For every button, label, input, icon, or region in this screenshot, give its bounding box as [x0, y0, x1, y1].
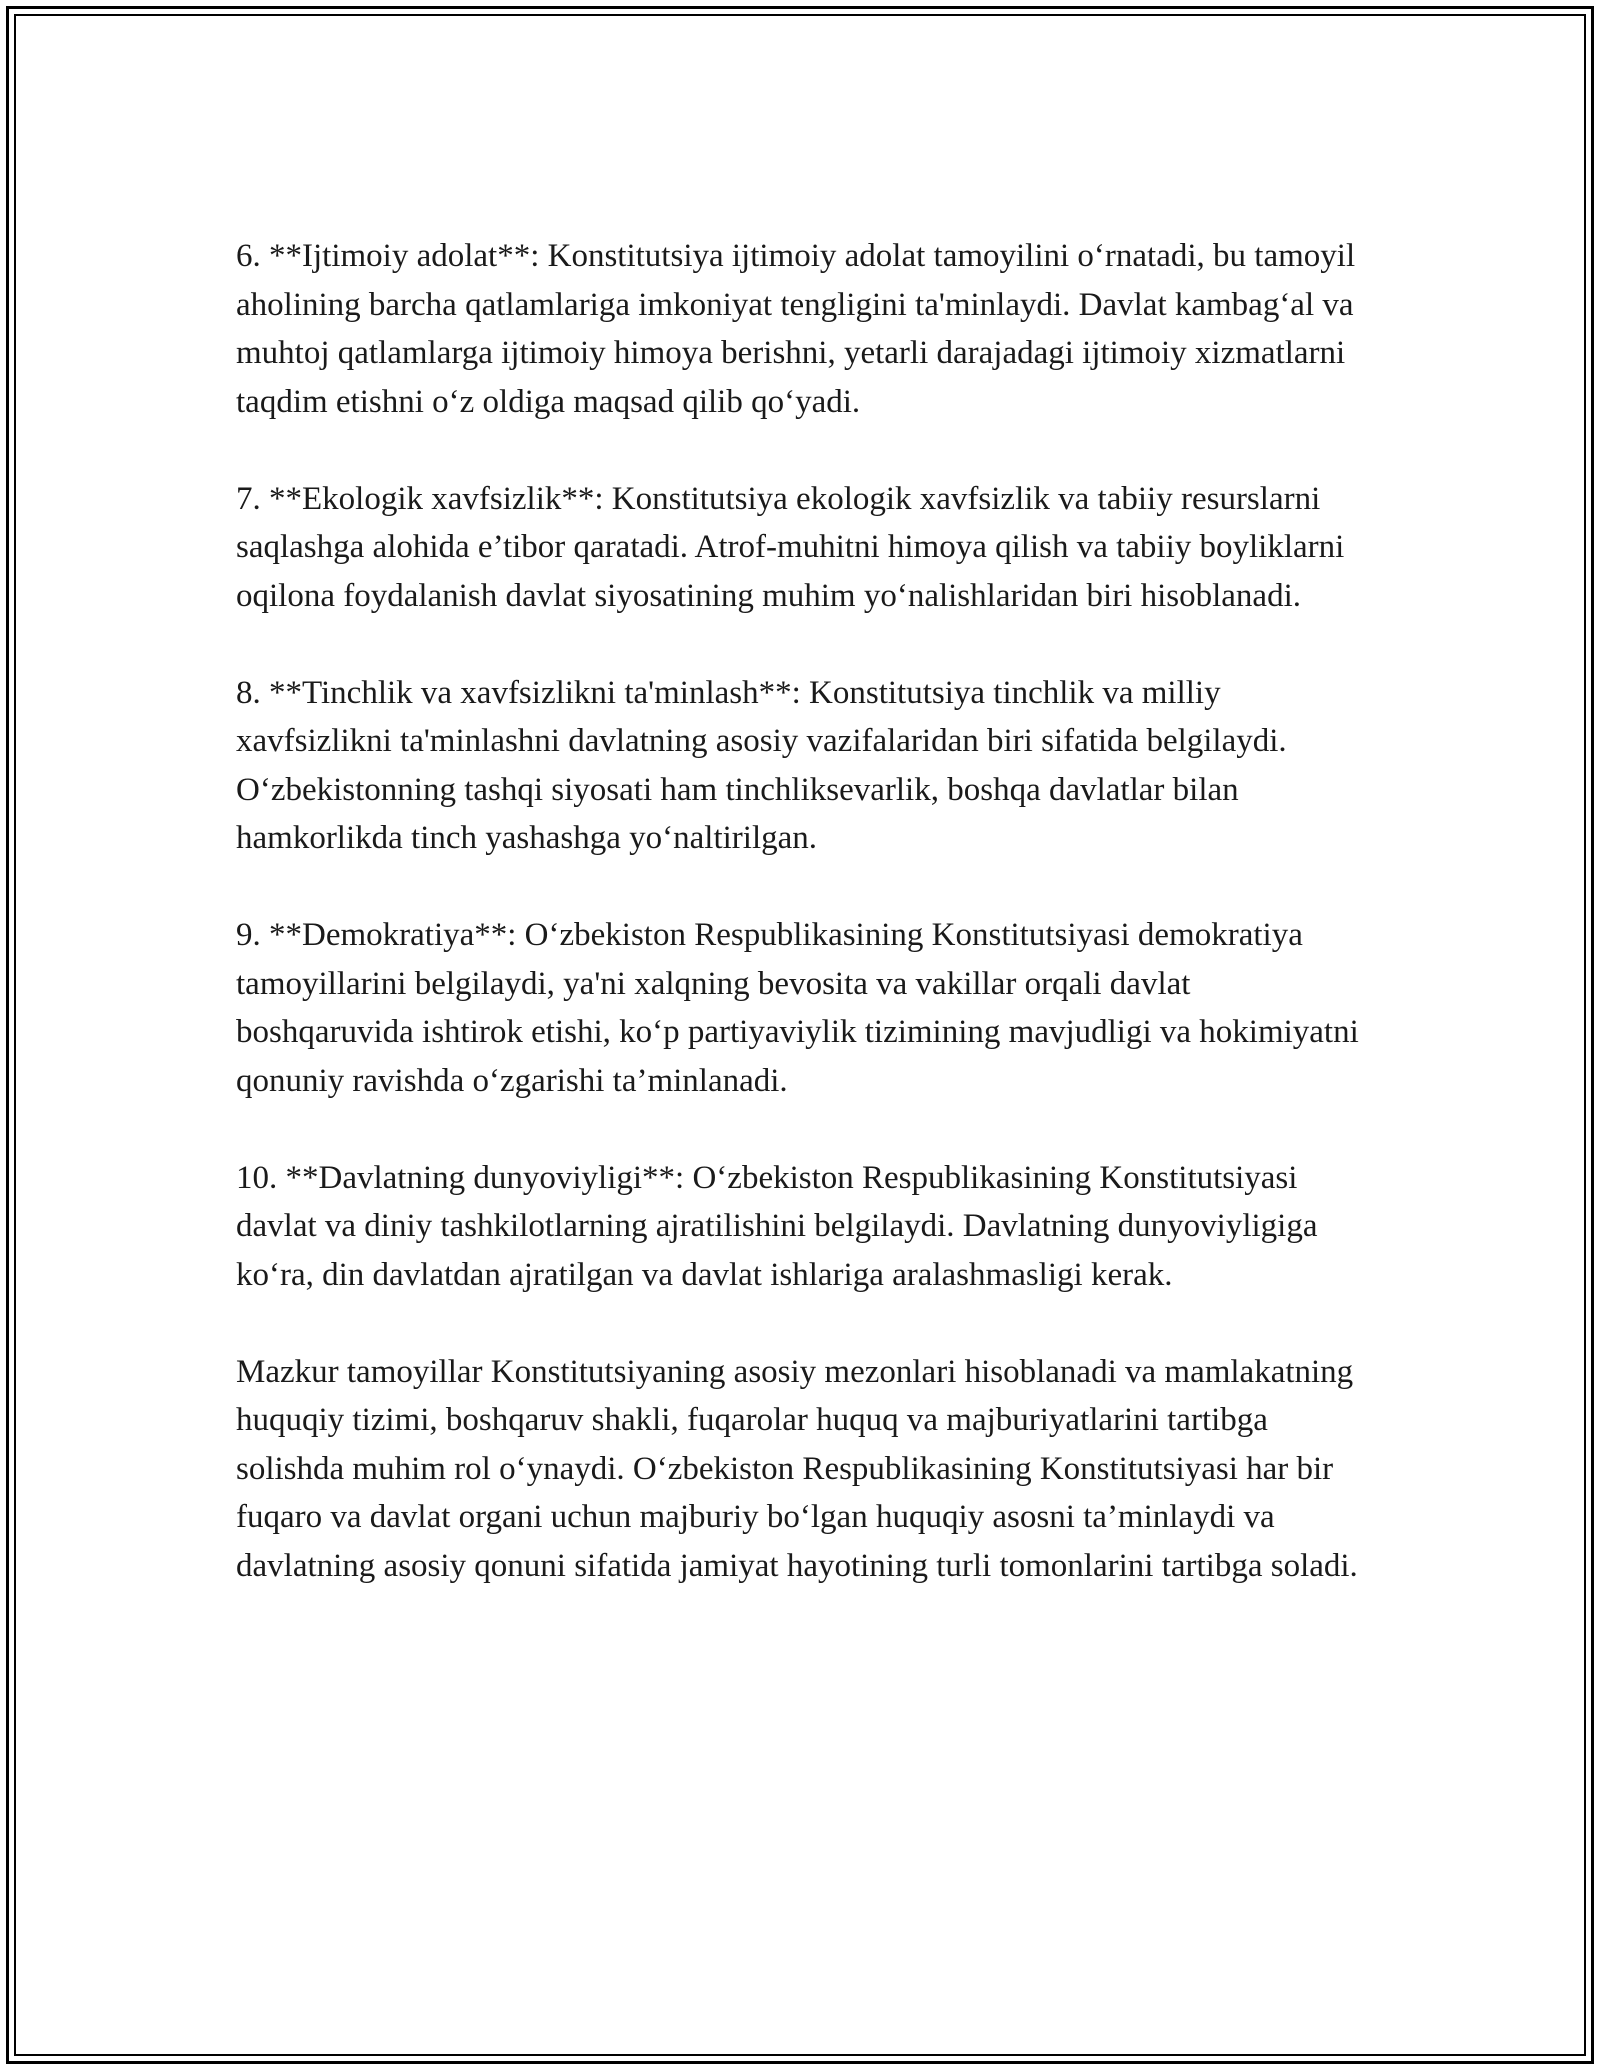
paragraph-dunyoviylik: 10. **Davlatning dunyoviyligi**: O‘zbekiston Respublikasining Konstitutsiyasi davlat va diniy tashkilotlarning ajratilishini belgilaydi. Davlatning dunyoviyligiga ko‘ra, din davlatdan ajratilgan va davlat ishlariga aralashmasligi kerak.: [236, 1159, 1318, 1293]
document-body: [236, 232, 1366, 1590]
paragraph-conclusion: Mazkur tamoyillar Konstitutsiyaning asosiy mezonlari hisoblanadi va mamlakatning huquqiy tizimi, boshqaruv shakli, fuqarolar huquq va majburiyatlarini tartibga solishda muhim rol o‘ynaydi. O‘zbekiston Respublikasining Konstitutsiyasi har bir fuqaro va davlat organi uchun majburiy bo‘lgan huquqiy asosni ta’minlaydi va davlatning asosiy qonuni sifatida jamiyat hayotining turli tomonlarini tartibga soladi.: [236, 1353, 1358, 1584]
paragraph-ijtimoiy-adolat: 6. **Ijtimoiy adolat**: Konstitutsiya ijtimoiy adolat tamoyilini o‘rnatadi, bu tamoyil aholining barcha qatlamlariga imkoniyat tengligini ta'minlaydi. Davlat kambag‘al va muhtoj qatlamlarga ijtimoiy himoya berishni, yetarli darajadagi ijtimoiy xizmatlarni taqdim etishni o‘z oldiga maqsad qilib qo‘yadi.: [236, 238, 1356, 420]
paragraph-demokratiya: 9. **Demokratiya**: O‘zbekiston Respublikasining Konstitutsiyasi demokratiya tamoyillarini belgilaydi, ya'ni xalqning bevosita va vakillar orqali davlat boshqaruvida ishtirok etishi, ko‘p partiyaviylik tizimining mavjudligi va hokimiyatni qonuniy ravishda o‘zgarishi ta’minlanadi.: [236, 917, 1359, 1099]
paragraph-ekologik-xavfsizlik: 7. **Ekologik xavfsizlik**: Konstitutsiya ekologik xavfsizlik va tabiiy resurslarni saqlashga alohida e’tibor qaratadi. Atrof-muhitni himoya qilish va tabiiy boyliklarni oqilona foydalanish davlat siyosatining muhim yo‘nalishlaridan biri hisoblanadi.: [236, 480, 1345, 614]
paragraph-tinchlik-xavfsizlik: 8. **Tinchlik va xavfsizlikni ta'minlash**: Konstitutsiya tinchlik va milliy xavfsizlikni ta'minlashni davlatning asosiy vazifalaridan biri sifatida belgilaydi. O‘zbekistonning tashqi siyosati ham tinchliksevarlik, boshqa davlatlar bilan hamkorlikda tinch yashashga yo‘naltirilgan.: [236, 674, 1287, 856]
